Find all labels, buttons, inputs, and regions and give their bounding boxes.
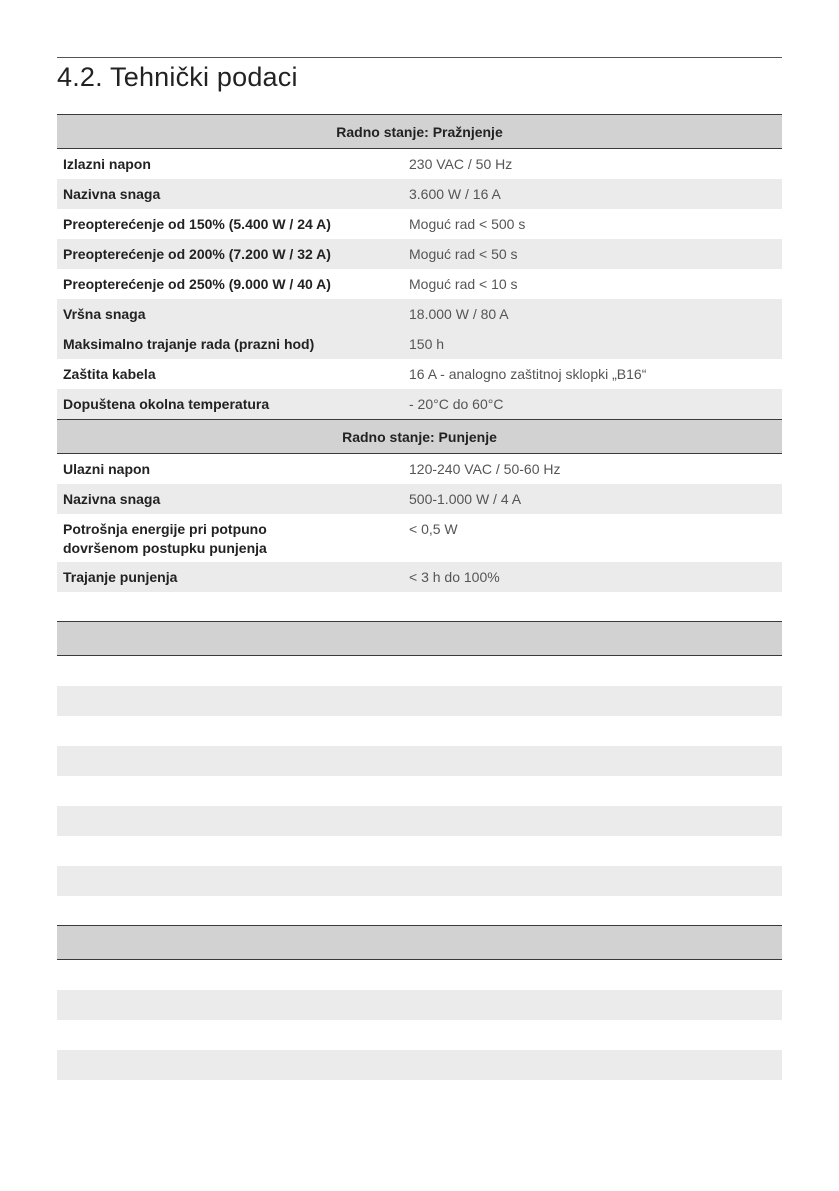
empty-row	[57, 1050, 782, 1080]
row-label: Izlazni napon	[63, 155, 151, 172]
table-row	[57, 299, 782, 329]
row-label: Nazivna snaga	[63, 490, 161, 507]
spec-table-discharge	[57, 114, 782, 592]
empty-table-header	[57, 925, 782, 960]
table-row	[57, 389, 782, 419]
row-value: 230 VAC / 50 Hz	[409, 155, 513, 172]
table-row	[57, 359, 782, 389]
row-value: 150 h	[409, 335, 445, 352]
row-value: - 20°C do 60°C	[409, 395, 504, 412]
table-row	[57, 149, 782, 179]
empty-row	[57, 716, 782, 746]
empty-row	[57, 656, 782, 686]
empty-row	[57, 836, 782, 866]
row-value: 120-240 VAC / 50-60 Hz	[409, 460, 561, 477]
table-row	[57, 514, 782, 562]
row-label: Potrošnja energije pri potpuno dovršenom postupku punjenja	[63, 521, 267, 556]
empty-table	[57, 925, 782, 1080]
table-row	[57, 454, 782, 484]
row-label: Dopuštena okolna temperatura	[63, 395, 270, 412]
row-value: 16 A - analogno zaštitnoj sklopki „B16“	[409, 365, 647, 382]
row-value: < 0,5 W	[409, 521, 458, 537]
row-label: Vršna snaga	[63, 305, 146, 322]
row-value: 3.600 W / 16 A	[409, 185, 501, 202]
empty-row	[57, 776, 782, 806]
row-label: Preopterećenje od 200% (7.200 W / 32 A)	[63, 245, 331, 262]
top-rule	[57, 57, 782, 58]
row-label: Maksimalno trajanje rada (prazni hod)	[63, 335, 315, 352]
section-header: Radno stanje: Pražnjenje	[57, 114, 782, 149]
table-row	[57, 484, 782, 514]
table-row	[57, 269, 782, 299]
section-header: Radno stanje: Punjenje	[57, 419, 782, 454]
empty-row	[57, 866, 782, 896]
row-value: Moguć rad < 500 s	[409, 215, 526, 232]
row-label: Preopterećenje od 250% (9.000 W / 40 A)	[63, 275, 331, 292]
row-label: Nazivna snaga	[63, 185, 161, 202]
row-value: 18.000 W / 80 A	[409, 305, 509, 322]
row-label: Zaštita kabela	[63, 365, 156, 382]
empty-row	[57, 896, 782, 926]
row-value: 500-1.000 W / 4 A	[409, 490, 522, 507]
empty-table-header	[57, 621, 782, 656]
row-value: Moguć rad < 50 s	[409, 245, 518, 262]
empty-row	[57, 746, 782, 776]
page-title: 4.2. Tehnički podaci	[57, 62, 298, 92]
empty-row	[57, 1020, 782, 1050]
table-row	[57, 209, 782, 239]
row-value: < 3 h do 100%	[409, 568, 500, 585]
empty-row	[57, 686, 782, 716]
empty-row	[57, 806, 782, 836]
row-value: Moguć rad < 10 s	[409, 275, 518, 292]
empty-table	[57, 621, 782, 926]
row-label: Preopterećenje od 150% (5.400 W / 24 A)	[63, 215, 331, 232]
row-label: Ulazni napon	[63, 460, 151, 477]
table-row	[57, 329, 782, 359]
row-label: Trajanje punjenja	[63, 568, 178, 585]
empty-row	[57, 960, 782, 990]
table-row	[57, 179, 782, 209]
empty-row	[57, 990, 782, 1020]
table-row	[57, 562, 782, 592]
table-row	[57, 239, 782, 269]
